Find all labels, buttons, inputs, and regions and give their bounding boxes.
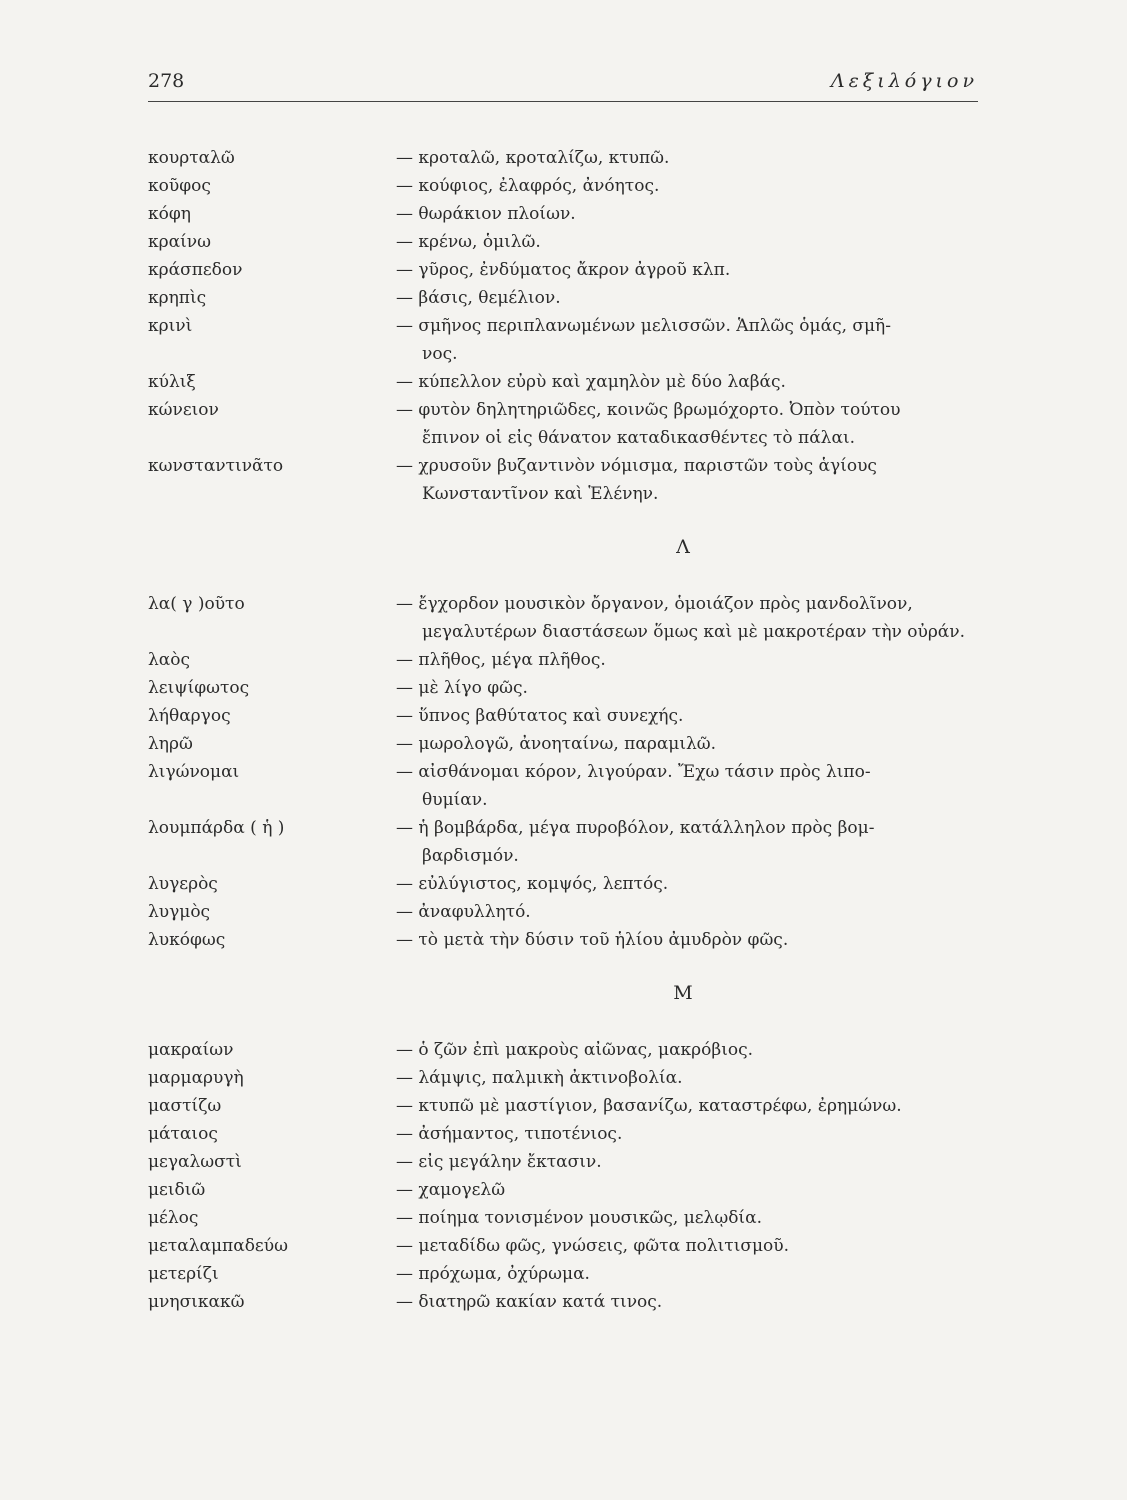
entry-term: κόφη xyxy=(148,204,191,224)
running-title: Λεξιλόγιον xyxy=(830,70,978,92)
entry-definition-block xyxy=(396,870,978,898)
entry-term: κράσπεδον xyxy=(148,260,243,280)
entry-definition-block xyxy=(396,702,978,730)
entry-definition-block xyxy=(396,284,978,312)
entry-term: κοῦφος xyxy=(148,176,211,196)
entry-definition-block xyxy=(396,200,978,228)
entry-definition: — ἡ βομβάρδα, μέγα πυροβόλον, κατάλληλον πρὸς βομ- xyxy=(396,818,875,838)
entry-term: λαὸς xyxy=(148,650,191,670)
entry-definition: — φυτὸν δηλητηριῶδες, κοινῶς βρωμόχορτο. Ὀπὸν τούτου xyxy=(396,400,901,420)
entry-definition-block xyxy=(396,368,978,396)
entry-term: μακραίων xyxy=(148,1040,234,1060)
glossary-entry xyxy=(148,172,978,200)
entry-definition-block xyxy=(396,758,978,814)
entry-definition-block xyxy=(396,1092,978,1120)
entry-definition: — μὲ λίγο φῶς. xyxy=(396,678,528,698)
glossary-entry xyxy=(148,368,978,396)
entry-term: μαστίζω xyxy=(148,1096,222,1116)
entry-definition-block xyxy=(396,256,978,284)
entry-definition: — ἀναφυλλητό. xyxy=(396,902,531,922)
header-rule xyxy=(148,101,978,102)
entry-definition-block xyxy=(396,1260,978,1288)
entry-definition: — πρόχωμα, ὀχύρωμα. xyxy=(396,1264,590,1284)
entry-term: μάταιος xyxy=(148,1124,218,1144)
entry-definition-block xyxy=(396,312,978,368)
entry-definition: — σμῆνος περιπλανωμένων μελισσῶν. Ἁπλῶς ὁμάς, σμῆ- xyxy=(396,316,891,336)
entry-term: λυκόφως xyxy=(148,930,226,950)
entry-definition: — θωράκιον πλοίων. xyxy=(396,204,576,224)
glossary-entry xyxy=(148,674,978,702)
section-k xyxy=(148,144,978,508)
glossary-entry xyxy=(148,870,978,898)
entry-definition-block xyxy=(396,1204,978,1232)
entry-definition-block xyxy=(396,730,978,758)
entry-term: μεταλαμπαδεύω xyxy=(148,1236,288,1256)
section-m xyxy=(148,1036,978,1316)
entry-definition: — τὸ μετὰ τὴν δύσιν τοῦ ἡλίου ἀμυδρὸν φῶς. xyxy=(396,930,789,950)
entry-definition-continuation: μεγαλυτέρων διαστάσεων ὅμως καὶ μὲ μακροτέραν τὴν οὐράν. xyxy=(422,622,966,642)
entry-definition: — κούφιος, ἐλαφρός, ἀνόητος. xyxy=(396,176,660,196)
entry-definition: — βάσις, θεμέλιον. xyxy=(396,288,561,308)
entry-definition-block xyxy=(396,172,978,200)
entry-definition-block xyxy=(396,814,978,870)
entry-definition-continuation: ἔπινον οἱ εἰς θάνατον καταδικασθέντες τὸ πάλαι. xyxy=(422,428,856,448)
entry-term: κρηπὶς xyxy=(148,288,207,308)
entry-definition-block xyxy=(396,1176,978,1204)
glossary-entry xyxy=(148,1092,978,1120)
entry-definition: — ἔγχορδον μουσικὸν ὄργανον, ὁμοιάζον πρὸς μανδολῖνον, xyxy=(396,594,913,614)
glossary-entry xyxy=(148,1036,978,1064)
page-header xyxy=(148,70,978,100)
entry-definition-block xyxy=(396,1064,978,1092)
entry-term: λυγμὸς xyxy=(148,902,211,922)
glossary-entry xyxy=(148,1148,978,1176)
entry-definition-continuation: νος. xyxy=(422,344,458,364)
entry-definition: — αἰσθάνομαι κόρον, λιγούραν. Ἔχω τάσιν πρὸς λιπο- xyxy=(396,762,871,782)
glossary-entry xyxy=(148,646,978,674)
entry-definition-block xyxy=(396,1148,978,1176)
entry-term: κρινὶ xyxy=(148,316,193,336)
glossary-entry xyxy=(148,200,978,228)
entry-definition-block xyxy=(396,144,978,172)
entry-term: λουμπάρδα ( ἡ ) xyxy=(148,818,285,838)
entry-term: κύλιξ xyxy=(148,372,196,392)
glossary-entry xyxy=(148,758,978,814)
glossary-entry xyxy=(148,926,978,954)
glossary-entry xyxy=(148,312,978,368)
entry-definition: — κρένω, ὁμιλῶ. xyxy=(396,232,541,252)
entry-definition: — χρυσοῦν βυζαντινὸν νόμισμα, παριστῶν τοὺς ἁγίους xyxy=(396,456,877,476)
entry-term: λιγώνομαι xyxy=(148,762,240,782)
entry-definition-block xyxy=(396,1288,978,1316)
entry-definition-block xyxy=(396,674,978,702)
glossary-entry xyxy=(148,1288,978,1316)
letter-heading-l: Λ xyxy=(676,536,690,558)
entry-definition: — ἀσήμαντος, τιποτένιος. xyxy=(396,1124,623,1144)
entry-definition: — κύπελλον εὐρὺ καὶ χαμηλὸν μὲ δύο λαβάς. xyxy=(396,372,786,392)
entry-definition-block xyxy=(396,646,978,674)
entry-term: λα( γ )οῦτο xyxy=(148,594,245,614)
entry-definition-block xyxy=(396,452,978,508)
entry-term: μαρμαρυγὴ xyxy=(148,1068,244,1088)
entry-definition-continuation: Κωνσταντῖνον καὶ Ἑλένην. xyxy=(422,484,659,504)
entry-term: μειδιῶ xyxy=(148,1180,206,1200)
entry-term: μέλος xyxy=(148,1208,199,1228)
letter-heading-m: Μ xyxy=(673,982,693,1004)
glossary-entry xyxy=(148,228,978,256)
entry-definition: — ποίημα τονισμένον μουσικῶς, μελῳδία. xyxy=(396,1208,762,1228)
glossary-entry xyxy=(148,898,978,926)
glossary-entry xyxy=(148,590,978,646)
entry-definition: — εὐλύγιστος, κομψός, λεπτός. xyxy=(396,874,669,894)
entry-term: κραίνω xyxy=(148,232,211,252)
entry-definition: — πλῆθος, μέγα πλῆθος. xyxy=(396,650,606,670)
entry-definition: — χαμογελῶ xyxy=(396,1180,506,1200)
entry-definition: — διατηρῶ κακίαν κατά τινος. xyxy=(396,1292,663,1312)
section-l xyxy=(148,590,978,954)
glossary-entry xyxy=(148,1176,978,1204)
entry-term: ληρῶ xyxy=(148,734,193,754)
glossary-entry xyxy=(148,730,978,758)
glossary-entry xyxy=(148,814,978,870)
glossary-entry xyxy=(148,256,978,284)
entry-term: λειψίφωτος xyxy=(148,678,250,698)
entry-definition: — κροταλῶ, κροταλίζω, κτυπῶ. xyxy=(396,148,670,168)
glossary-entry xyxy=(148,1120,978,1148)
entry-definition-continuation: θυμίαν. xyxy=(422,790,488,810)
entry-definition: — μωρολογῶ, ἀνοηταίνω, παραμιλῶ. xyxy=(396,734,717,754)
glossary-entry xyxy=(148,1260,978,1288)
entry-definition-block xyxy=(396,1120,978,1148)
entry-definition: — γῦρος, ἐνδύματος ἄκρον ἀγροῦ κλπ. xyxy=(396,260,731,280)
glossary-entry xyxy=(148,284,978,312)
entry-definition-block xyxy=(396,396,978,452)
glossary-entry xyxy=(148,1232,978,1260)
entry-definition-continuation: βαρδισμόν. xyxy=(422,846,519,866)
glossary-entry xyxy=(148,702,978,730)
entry-definition-block xyxy=(396,926,978,954)
entry-definition-block xyxy=(396,1036,978,1064)
entry-term: λυγερὸς xyxy=(148,874,218,894)
page-number: 278 xyxy=(148,70,185,92)
glossary-entry xyxy=(148,1064,978,1092)
entry-definition: — εἰς μεγάλην ἔκτασιν. xyxy=(396,1152,602,1172)
glossary-entry xyxy=(148,144,978,172)
glossary-entry xyxy=(148,396,978,452)
glossary-entry xyxy=(148,1204,978,1232)
glossary-entry xyxy=(148,452,978,508)
entry-definition: — κτυπῶ μὲ μαστίγιον, βασανίζω, καταστρέφω, ἐρημώνω. xyxy=(396,1096,902,1116)
entry-term: μνησικακῶ xyxy=(148,1292,245,1312)
entry-term: λήθαργος xyxy=(148,706,231,726)
entry-definition: — μεταδίδω φῶς, γνώσεις, φῶτα πολιτισμοῦ. xyxy=(396,1236,790,1256)
entry-definition-block xyxy=(396,590,978,646)
entry-definition-block xyxy=(396,1232,978,1260)
entry-definition: — ὕπνος βαθύτατος καὶ συνεχής. xyxy=(396,706,684,726)
entry-definition: — λάμψις, παλμικὴ ἀκτινοβολία. xyxy=(396,1068,683,1088)
entry-term: μεγαλωστὶ xyxy=(148,1152,242,1172)
entry-term: μετερίζι xyxy=(148,1264,219,1284)
entry-term: κώνειον xyxy=(148,400,219,420)
glossary-entries xyxy=(148,144,978,1316)
entry-term: κωνσταντινᾶτο xyxy=(148,456,284,476)
entry-definition-block xyxy=(396,228,978,256)
entry-definition: — ὁ ζῶν ἐπὶ μακροὺς αἰῶνας, μακρόβιος. xyxy=(396,1040,754,1060)
entry-term: κουρταλῶ xyxy=(148,148,235,168)
entry-definition-block xyxy=(396,898,978,926)
